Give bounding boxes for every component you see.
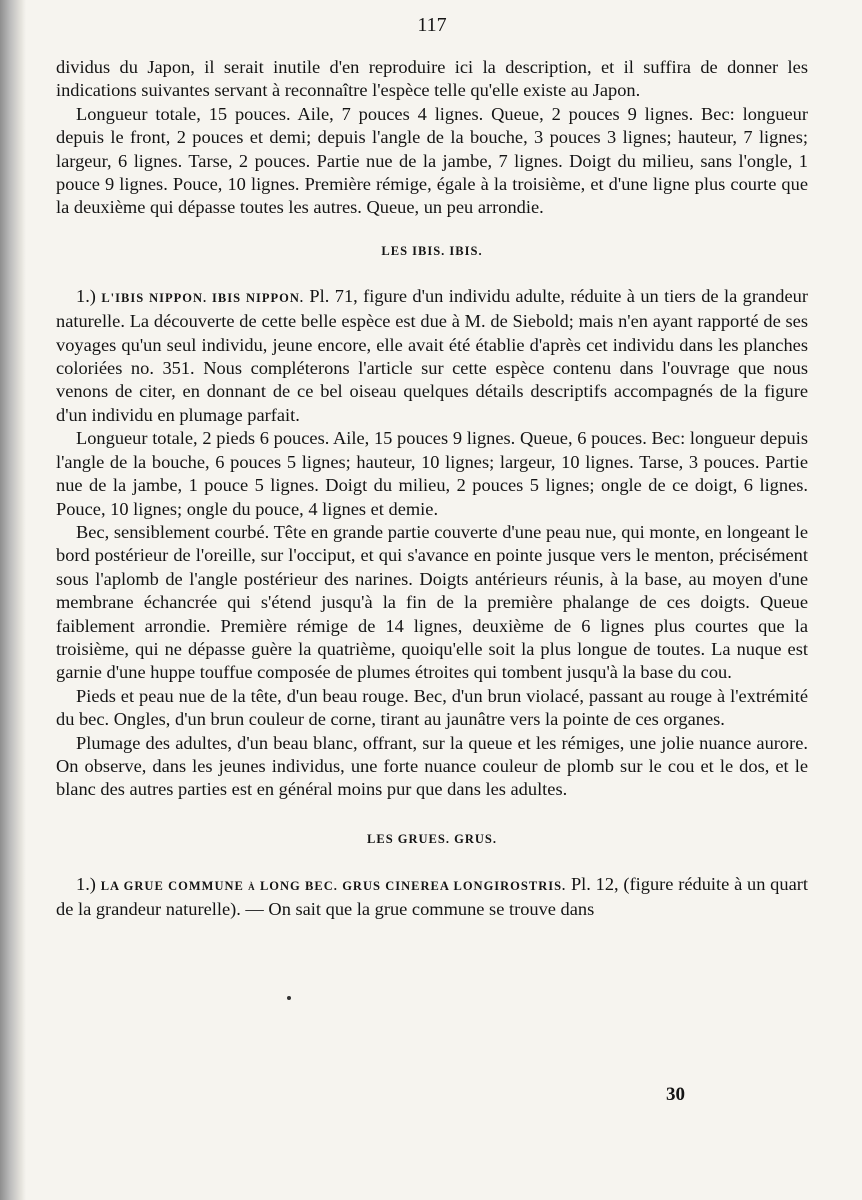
- entry-number: 1.): [76, 873, 96, 894]
- paragraph-ibis-description: Bec, sensiblement courbé. Tête en grande partie couverte d'une peau nue, qui monte, en longeant le bord postérieur de l'oreille, sur l'occiput, et qui s'avance en pointe jusque vers le menton, précisément sous l'aplomb de l'angle postérieur des narines. Doigts antérieurs réunis, à la base, au moyen d'une membrane échancrée qui s'étend jusqu'à la fin de la première phalange de ces doigts. Queue faiblement arrondie. Première rémige de 14 lignes, deuxième de 6 lignes plus courtes que la troisième, qui ne dépasse guère la quatrième, quoiqu'elle soit la plus longue de toutes. La nuque est garnie d'une huppe touffue composée de plumes étroites qui tombent jusqu'à la base du cou.: [56, 521, 808, 683]
- paragraph-ibis-colors: Pieds et peau nue de la tête, d'un beau rouge. Bec, d'un brun violacé, passant au rouge à l'extrémité du bec. Ongles, d'un brun couleur de corne, tirant au jaunâtre vers la pointe de ces organes.: [56, 685, 808, 730]
- page-text: [56, 56, 808, 922]
- paragraph-measurements: Longueur totale, 15 pouces. Aile, 7 pouces 4 lignes. Queue, 2 pouces 9 lignes. Bec: longueur depuis le front, 2 pouces et demi; depuis l'angle de la bouche, 3 pouces 3 lignes; hauteur, 7 lignes; largeur, 6 lignes. Tarse, 2 pouces. Partie nue de la jambe, 7 lignes. Doigt du milieu, sans l'ongle, 1 pouce 9 lignes. Pouce, 10 lignes. Première rémige, égale à la troisième, et d'une ligne plus courte que la deuxième qui dépasse toutes les autres. Queue, un peu arrondie.: [56, 103, 808, 218]
- species-name: L'IBIS NIPPON. IBIS NIPPON.: [101, 290, 305, 305]
- paragraph-ibis-measurements: Longueur totale, 2 pieds 6 pouces. Aile, 15 pouces 9 lignes. Queue, 6 pouces. Bec: longueur depuis l'angle de la bouche, 6 pouces 5 lignes; hauteur, 10 lignes; largeur, 10 lignes. Tarse, 3 pouces. Partie nue de la jambe, 1 pouce 5 lignes. Doigt du milieu, 2 pouces 5 lignes; ongle de ce doigt, 6 lignes. Pouce, 10 lignes; ongle du pouce, 4 lignes et demie.: [56, 428, 808, 519]
- section-heading-grues: LES GRUES. GRUS.: [367, 831, 497, 846]
- signature-mark: 30: [666, 1084, 685, 1105]
- paragraph-ibis-plumage: Plumage des adultes, d'un beau blanc, offrant, sur la queue et les rémiges, une jolie nuance aurore. On observe, dans les jeunes individus, une forte nuance couleur de plomb sur le cou et le dos, et le blanc des autres parties est en général moins pur que dans les adultes.: [56, 732, 808, 800]
- ink-dot: [287, 996, 291, 1000]
- entry-text: Pl. 71, figure d'un individu adulte, réduite à un tiers de la grandeur naturelle. La découverte de cette belle espèce est due à M. de Siebold; mais n'en ayant rapporté de ses voyages qu'un seul individu, jeune encore, elle avait été établie d'après cet individu dans les planches coloriées no. 351. Nous compléterons l'article sur cette espèce contenu dans l'ouvrage que nous venons de citer, en donnant de ce bel oiseau quelques détails descriptifs accompagnés de la figure d'un individu en plumage parfait.: [56, 285, 808, 425]
- paragraph-continued: dividus du Japon, il serait inutile d'en reproduire ici la description, et il suffira de donner les indications suivantes servant à reconnaître l'espèce telle qu'elle existe au Japon.: [56, 57, 808, 101]
- page-number: 117: [417, 14, 447, 36]
- entry-text: Pl. 12, (figure réduite à un quart de la grandeur naturelle). — On sait que la grue commune se trouve dans: [56, 873, 808, 920]
- paragraph-grue-intro: [56, 873, 808, 922]
- species-name: LA GRUE COMMUNE à LONG BEC. GRUS CINEREA LONGIROSTRIS.: [100, 878, 567, 893]
- entry-number: 1.): [76, 285, 96, 306]
- paragraph-ibis-intro: [56, 285, 808, 427]
- section-heading-ibis: LES IBIS. IBIS.: [381, 243, 483, 258]
- book-spine-shadow: [0, 0, 26, 1200]
